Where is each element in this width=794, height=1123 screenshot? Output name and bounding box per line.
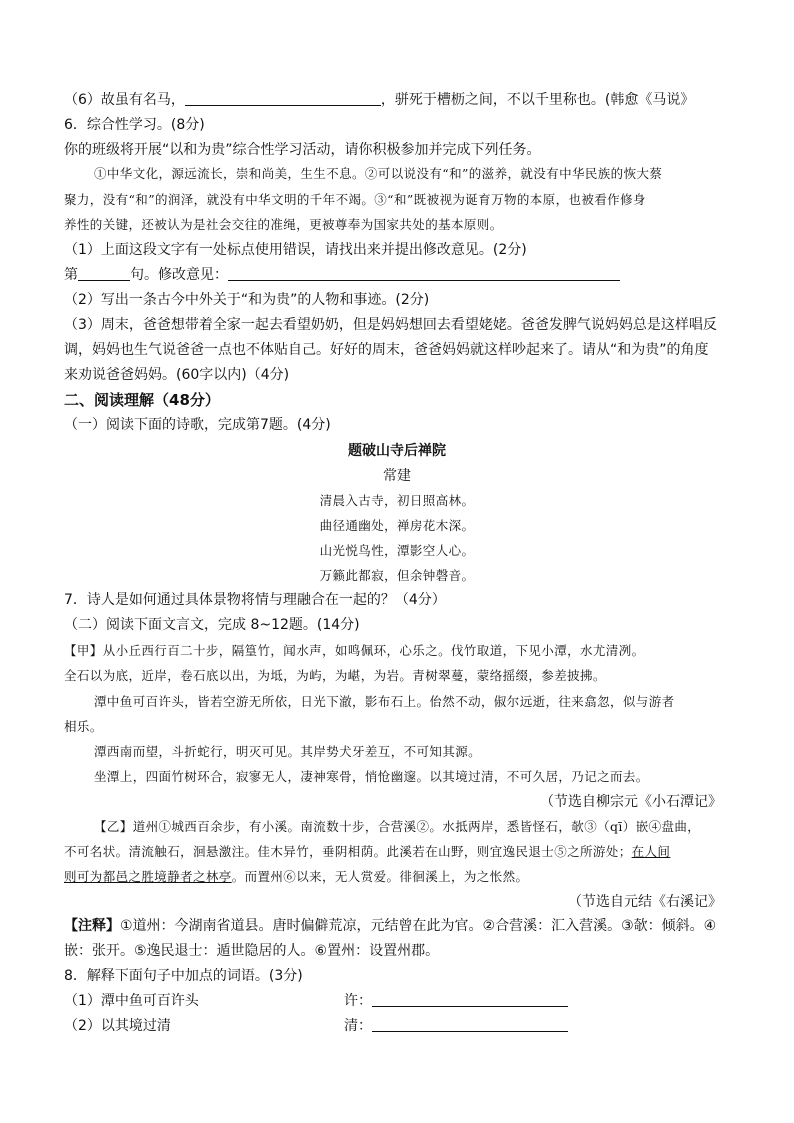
yi-line: [64, 842, 670, 862]
yi-line: 【乙】道州①城西百余步，有小溪。南流数十步，合营溪②。水抵两岸，悉皆怪石，欹③（qī）嵌④盘曲，: [94, 819, 701, 834]
q8-item: [64, 1016, 171, 1036]
yi-underlined: 则可为都邑之胜境静者之林亭: [64, 869, 232, 884]
q5-6-prefix: （6）故虽有名马，: [64, 92, 185, 108]
q8-item-question: （1）潭中鱼可百许头: [64, 993, 199, 1009]
jia-source: （节选自柳宗元《小石潭记》: [540, 794, 722, 810]
q8-item-answer: [344, 1016, 568, 1036]
answer-blank[interactable]: [372, 1017, 568, 1032]
notes-label: 【注释】: [64, 918, 120, 934]
q8-item-question: （2）以其境过清: [64, 1018, 171, 1034]
answer-label: 句。修改意见：: [130, 267, 228, 283]
notes-text: ①道州：今湖南省道县。唐时偏僻荒凉，元结曾在此为官。②合营溪：汇入营溪。③欹：倾斜。④: [120, 918, 717, 934]
q6-sub2: （2）写出一条古今中外关于“和为贵”的人物和事迹。(2分): [64, 292, 430, 308]
revision-blank[interactable]: [228, 266, 620, 281]
answer-blank[interactable]: [372, 992, 568, 1007]
part1-instruction: （一）阅读下面的诗歌，完成第7题。(4分): [64, 417, 331, 433]
poem-title: 题破山寺后禅院: [348, 443, 446, 459]
yi-source: （节选自元结《右溪记》: [568, 894, 722, 910]
q5-6-line: [64, 90, 694, 110]
q6-intro: 你的班级将开展“以和为贵”综合性学习活动，请你积极参加并完成下列任务。: [64, 142, 541, 158]
poem-line: 清晨入古寺，初日照高林。: [319, 493, 475, 508]
answer-prefix: 第: [64, 267, 78, 283]
jia-line: 相乐。: [64, 719, 103, 734]
jia-line: 全石以为底，近岸，卷石底以出，为坻，为屿，为嵁，为岩。青树翠蔓，蒙络摇缀，参差披拂。: [64, 668, 606, 683]
part2-instruction: （二）阅读下面文言文，完成 8~12题。(14分): [64, 617, 360, 633]
q6-passage-line: 聚力，没有“和”的润泽，就没有中华文明的千年不竭。③“和”既被视为诞育万物的本原，也被看作修身: [64, 192, 646, 207]
jia-line: 【甲】从小丘西行百二十步，隔篁竹，闻水声，如鸣佩环，心乐之。伐竹取道，下见小潭，水尤清冽。: [64, 643, 645, 658]
yi-text: 。而置州⑥以来，无人赏爱。徘徊溪上，为之怅然。: [231, 869, 529, 884]
poem-line: 曲径通幽处，禅房花木深。: [319, 518, 475, 533]
yi-line: [64, 867, 528, 887]
q8-item: [64, 991, 199, 1011]
yi-underlined: 在人间: [631, 844, 671, 859]
poem-author: 常建: [383, 468, 411, 484]
q6-title: 6．综合性学习。(8分): [64, 117, 205, 133]
q6-sub3-line: （3）周末，爸爸想带着全家一起去看望奶奶，但是妈妈想回去看望姥姥。爸爸发脾气说妈妈总是这样唱反: [64, 317, 717, 333]
q8: 8．解释下面句子中加点的词语。(3分): [64, 968, 303, 984]
q7: 7．诗人是如何通过具体景物将情与理融合在一起的？（4分）: [64, 592, 446, 608]
jia-line: 潭中鱼可百许头，皆若空游无所依，日光下澈，影布石上。佁然不动，俶尔远逝，往来翕忽，似与游者: [94, 694, 675, 709]
jia-line: 坐潭上，四面竹树环合，寂寥无人，凄神寒骨，悄怆幽邃。以其境过清，不可久居，乃记之而去。: [94, 769, 649, 784]
notes-line: 嵌：张开。⑤逸民退士：遁世隐居的人。⑥置州：设置州郡。: [64, 943, 440, 959]
q8-answer-label: 清：: [344, 1018, 372, 1034]
notes-line: [64, 916, 716, 936]
q8-item-answer: [344, 991, 568, 1011]
q5-6-suffix: ，骈死于槽枥之间，不以千里称也。(韩愈《马说》: [380, 92, 695, 108]
q6-sub1-answer-line: [64, 265, 620, 285]
q6-sub1: （1）上面这段文字有一处标点使用错误，请找出来并提出修改意见。(2分): [64, 242, 527, 258]
q6-passage-line: ①中华文化，源远流长，崇和尚美，生生不息。②可以说没有“和”的滋养，就没有中华民族的恢大蔡: [94, 166, 663, 181]
yi-text: 不可名状。清流触石，洄悬激注。佳木异竹，垂阴相荫。此溪若在山野，则宜逸民退士⑤之所游处；: [64, 844, 632, 859]
jia-line: 潭西南而望，斗折蛇行，明灭可见。其岸势犬牙差互，不可知其源。: [94, 744, 482, 759]
q6-sub3-line: 调，妈妈也生气说爸爸一点也不体贴自己。好好的周末，爸爸妈妈就这样吵起来了。请从“和为贵”的角度: [64, 342, 709, 358]
poem-line: 万籁此都寂，但余钟磬音。: [319, 568, 475, 583]
poem-line: 山光悦鸟性，潭影空人心。: [319, 543, 475, 558]
q6-passage-line: 养性的关键，还被认为是社会交往的准绳，更被尊奉为国家共处的基本原则。: [64, 217, 503, 232]
section-heading: 二、阅读理解（48分）: [64, 391, 220, 409]
sentence-number-blank[interactable]: [78, 266, 130, 281]
answer-blank[interactable]: [185, 91, 381, 106]
q8-answer-label: 许：: [344, 993, 372, 1009]
q6-sub3-line: 来劝说爸爸妈妈。(60字以内)（4分): [64, 367, 290, 383]
